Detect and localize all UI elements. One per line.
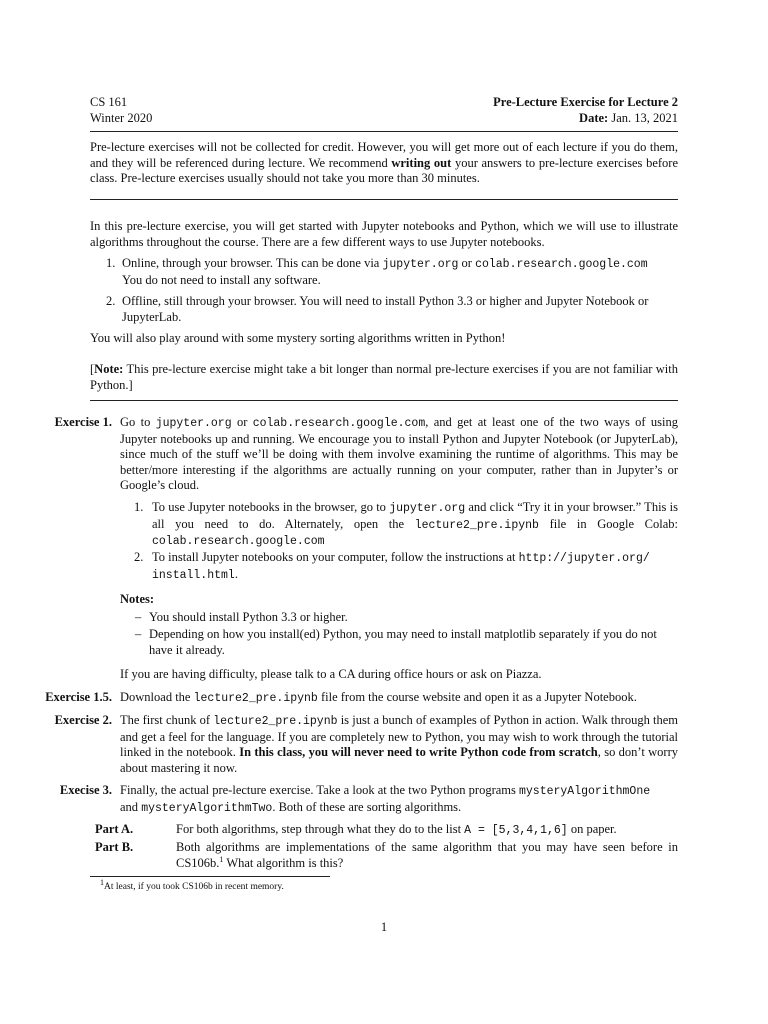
ex-text: Download the bbox=[120, 690, 194, 704]
list-text: file in Google Colab: bbox=[538, 516, 678, 531]
list-item-text bbox=[152, 500, 678, 550]
exercise-text bbox=[120, 415, 678, 494]
footnote bbox=[100, 877, 284, 893]
page-number: 1 bbox=[380, 920, 388, 934]
list-text: To install Jupyter notebooks on your computer, follow the instructions at bbox=[152, 550, 519, 564]
part-text-span: What algorithm is this? bbox=[223, 855, 344, 870]
part-label: Part B. bbox=[95, 840, 134, 854]
list-text: Online, through your browser. This can be done via bbox=[122, 256, 383, 270]
list-number: 1. bbox=[106, 256, 116, 270]
footnote-marker[interactable]: 1 bbox=[219, 854, 224, 864]
list-number: 1. bbox=[134, 500, 144, 514]
list-item bbox=[134, 500, 678, 548]
footnote-text: At least, if you took CS106b in recent memory. bbox=[104, 882, 284, 892]
exercise-text bbox=[120, 690, 678, 707]
notebook-filename: lecture2_pre.ipynb bbox=[193, 692, 318, 705]
part-text bbox=[176, 822, 678, 839]
exercise-text bbox=[120, 783, 678, 816]
ex-text: The first chunk of bbox=[120, 713, 214, 727]
list-item-text: Offline, still through your browser. You will need to install Python 3.3 or higher and Jupyter Notebook or JupyterLab. bbox=[122, 294, 649, 324]
document-title: Pre-Lecture Exercise for Lecture 2 bbox=[493, 95, 678, 109]
list-item bbox=[106, 294, 678, 326]
intro-paragraph: In this pre-lecture exercise, you will get started with Jupyter notebooks and Python, which we will use to illustrate algorithms throughout the course. There are a few different ways to use Jupyter notebooks. bbox=[90, 219, 678, 249]
part-text-span: on paper. bbox=[567, 822, 617, 836]
ex-text: file from the course website and open it as a Jupyter Notebook. bbox=[317, 690, 637, 704]
ex-text: , so don’t worry about mastering it now. bbox=[120, 745, 678, 775]
ex-text: Go to bbox=[120, 415, 156, 429]
course-header-right bbox=[493, 95, 678, 126]
course-code: CS 161 bbox=[90, 95, 128, 109]
difficulty-note: If you are having difficulty, please talk to a CA during office hours or ask on Piazza. bbox=[120, 667, 542, 681]
jupyter-link[interactable]: jupyter.org bbox=[382, 258, 459, 271]
part-text-span: For both algorithms, step through what they do to the list bbox=[176, 822, 465, 836]
exercise-text bbox=[120, 713, 678, 776]
exercise-label: Exercise 1. bbox=[54, 415, 112, 429]
list-text: You do not need to install any software. bbox=[122, 272, 321, 287]
footnote-number: 1 bbox=[100, 877, 104, 887]
exercise-label: Execise 3. bbox=[59, 783, 112, 797]
jupyter-link[interactable]: jupyter.org bbox=[155, 417, 232, 430]
list-number: 2. bbox=[106, 294, 116, 308]
notes-heading: Notes: bbox=[120, 592, 155, 606]
ex-text: , and get at least one of the two ways of using Jupyter notebooks up and running. We encourage you to install Python and Jupyter Notebook (or JupyterLab), since much of the stuff we’ll be doing with them involve examining the runtime of algorithms. This may be better/more interesting if the algorithms are actually running on your computer, rather than in Jupyter’s or Google’s cloud. bbox=[120, 415, 679, 492]
intro-note-text-2: your answers to pre-lecture exercises before class. Pre-lecture exercises usually should not take you more than 30 minutes. bbox=[90, 155, 678, 185]
bottom-rule bbox=[90, 199, 678, 200]
colab-link[interactable]: colab.research.google.com bbox=[252, 417, 426, 430]
list-dash: – bbox=[135, 627, 142, 641]
list-item-text bbox=[122, 256, 678, 288]
date-label: Date: bbox=[579, 110, 609, 125]
bracket-open: [ bbox=[90, 362, 95, 376]
exercise-label: Exercise 2. bbox=[54, 713, 112, 727]
course-term: Winter 2020 bbox=[90, 110, 153, 125]
ex-bold: In this class, you will never need to write Python code from scratch bbox=[239, 745, 598, 759]
part-label: Part A. bbox=[95, 822, 134, 836]
list-item bbox=[106, 256, 678, 288]
function-name: mysteryAlgorithmTwo bbox=[141, 801, 273, 815]
part-text bbox=[176, 840, 678, 871]
ex-text: and bbox=[120, 799, 142, 814]
top-rule bbox=[90, 131, 678, 132]
colab-link[interactable]: colab.research.google.com bbox=[152, 535, 325, 548]
list-text: and click “Try it in your browser.” This is all you need to do. Alternately, open the bbox=[152, 500, 678, 531]
bracket-note bbox=[90, 362, 678, 393]
ex-text: . Both of these are sorting algorithms. bbox=[272, 799, 462, 814]
list-item bbox=[134, 550, 678, 582]
list-item-text bbox=[152, 550, 678, 583]
section-rule bbox=[90, 400, 678, 401]
footnote-rule bbox=[90, 876, 330, 877]
intro-note-text: Pre-lecture exercises will not be collected for credit. However, you will get more out of each lecture if you do them, and they will be referenced during lecture. We recommend bbox=[90, 140, 678, 170]
mystery-line: You will also play around with some mystery sorting algorithms written in Python! bbox=[90, 331, 506, 345]
list-text: or bbox=[458, 256, 476, 270]
exercise-label: Exercise 1.5. bbox=[45, 690, 112, 704]
part-text-span: Both algorithms are implementations of the same algorithm that you may have seen before in CS106b. bbox=[176, 840, 678, 870]
jupyter-link[interactable]: jupyter.org bbox=[389, 502, 466, 515]
colab-link[interactable]: colab.research.google.com bbox=[475, 258, 648, 271]
list-number: 2. bbox=[134, 550, 144, 564]
ex-text: is just a bunch of examples of Python in action. Walk through them and get a feel for the language. If you are completely new to Python, you may wish to work through the tutorial linked in the notebook. bbox=[120, 713, 679, 759]
course-header-left bbox=[90, 95, 152, 126]
ex-text: Finally, the actual pre-lecture exercise. Take a look at the two Python programs bbox=[120, 783, 519, 797]
notebook-filename: lecture2_pre.ipynb bbox=[414, 518, 539, 532]
list-text: . bbox=[234, 566, 238, 581]
date-value: Jan. 13, 2021 bbox=[611, 110, 678, 125]
intro-note bbox=[90, 140, 678, 187]
code-list: A = [5,3,4,1,6] bbox=[464, 824, 568, 837]
function-name: mysteryAlgorithmOne bbox=[519, 785, 651, 798]
list-text: To use Jupyter notebooks in the browser, go to bbox=[152, 500, 390, 514]
intro-note-bold: writing out bbox=[391, 155, 452, 170]
list-dash: – bbox=[135, 610, 142, 624]
note-label: Note: bbox=[94, 362, 124, 376]
list-item-text: You should install Python 3.3 or higher. bbox=[149, 610, 348, 624]
install-link[interactable]: install.html bbox=[152, 568, 235, 582]
ex-text: or bbox=[231, 415, 253, 429]
list-item-text: Depending on how you install(ed) Python, you may need to install matplotlib separately if you do not have it already. bbox=[149, 627, 657, 657]
install-link[interactable]: http://jupyter.org/ bbox=[518, 552, 650, 565]
notebook-filename: lecture2_pre.ipynb bbox=[213, 715, 338, 728]
note-text: This pre-lecture exercise might take a bit longer than normal pre-lecture exercises if you are not familiar with Python.] bbox=[90, 362, 678, 392]
document-date bbox=[493, 111, 678, 127]
